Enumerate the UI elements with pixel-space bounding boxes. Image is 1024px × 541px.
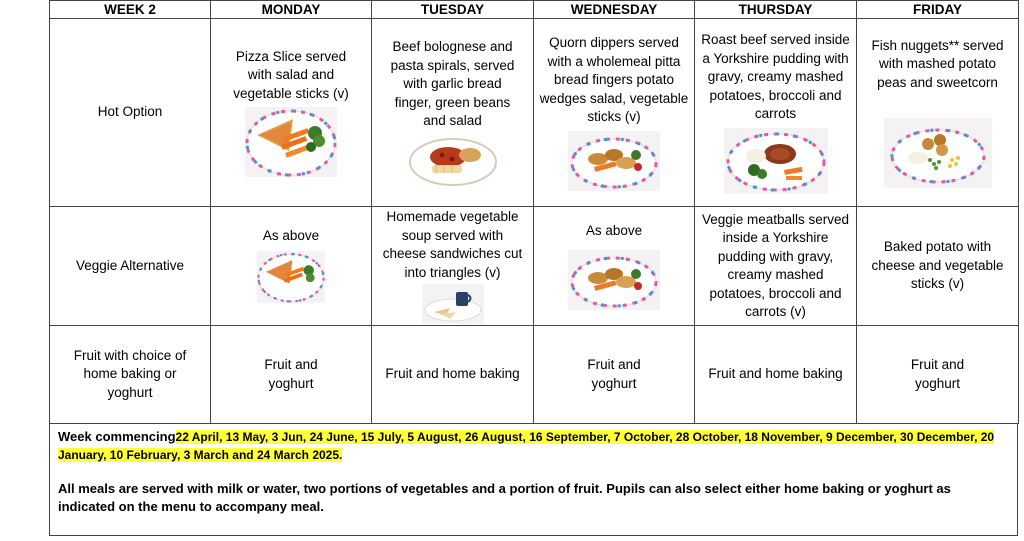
menu-table [49,0,1019,424]
veggie-alternative-row [50,207,1019,326]
veggie-tuesday-text: Homemade vegetable soup served with cheese sandwiches cut into triangles (v) [382,209,523,280]
veggie-friday-text: Baked potato with cheese and vegetable sticks (v) [871,239,1004,292]
hot-tuesday-cell [372,19,534,207]
veggie-thursday-text: Veggie meatballs served inside a Yorkshire pudding with gravy, creamy mashed potatoes, broccoli and carrots (v) [701,211,850,319]
pizza-plate-small-image [257,249,325,305]
hot-wednesday-text: Quorn dippers served with a wholemeal pitta bread fingers potato wedges salad, vegetable sticks (v) [539,35,689,125]
fruit-friday-cell: Fruit and yoghurt [857,326,1019,424]
meal-note: All meals are served with milk or water, two portions of vegetables and a portion of fruit. Pupils can also select either home baking or yoghurt as indicated on the menu to accompany meal. [58,481,951,514]
fish-nuggets-plate-image [884,118,992,188]
veggie-thursday-cell [695,207,857,326]
week-dates-highlight: 22 April, 13 May, 3 Jun, 24 June, 15 July, 5 August, 26 August, 16 September, 7 October, 28 October, 18 November, 9 December, 30 December, 20 January, 10 February, 3 March and 24 March 2025. [58,430,995,462]
veggie-tuesday-cell [372,207,534,326]
footer-box [49,424,1018,536]
fruit-monday-cell: Fruit and yoghurt [211,326,372,424]
fruit-wednesday-cell: Fruit and yoghurt [534,326,695,424]
veggie-friday-cell [857,207,1019,326]
veggie-alternative-label: Veggie Alternative [50,207,211,326]
week-commencing-label: Week commencing [58,429,176,444]
hot-tuesday-text: Beef bolognese and pasta spirals, served with garlic bread finger, green beans and salad [390,39,515,129]
quorn-plate-image [568,131,660,191]
header-row [50,1,1019,19]
veggie-monday-text: As above [262,227,320,243]
fruit-row [50,326,1019,424]
hot-option-row [50,19,1019,207]
roast-beef-plate-image [724,128,828,194]
veggie-monday-cell [211,207,372,326]
pizza-plate-image [245,107,337,177]
fruit-tuesday-cell: Fruit and home baking [372,326,534,424]
header-monday: MONDAY [211,1,372,19]
week-commencing-text [58,428,1009,464]
header-week: WEEK 2 [50,1,211,19]
hot-friday-text: Fish nuggets** served with mashed potato peas and sweetcorn [871,37,1004,90]
hot-monday-cell [211,19,372,207]
hot-thursday-cell [695,19,857,207]
hot-option-label: Hot Option [50,19,211,207]
hot-wednesday-cell [534,19,695,207]
veggie-wednesday-cell [534,207,695,326]
header-wednesday: WEDNESDAY [534,1,695,19]
header-thursday: THURSDAY [695,1,857,19]
header-friday: FRIDAY [857,1,1019,19]
bolognese-plate-image [408,135,498,187]
hot-monday-text: Pizza Slice served with salad and vegetable sticks (v) [233,48,349,101]
veggie-wednesday-text: As above [585,222,643,238]
soup-sandwich-image [422,284,484,324]
header-tuesday: TUESDAY [372,1,534,19]
quorn-plate-small-image [568,250,660,310]
hot-friday-cell [857,19,1019,207]
fruit-label: Fruit with choice of home baking or yoghurt [50,326,211,424]
fruit-thursday-cell: Fruit and home baking [695,326,857,424]
hot-thursday-text: Roast beef served inside a Yorkshire pudding with gravy, creamy mashed potatoes, broccoli and carrots [701,32,850,122]
